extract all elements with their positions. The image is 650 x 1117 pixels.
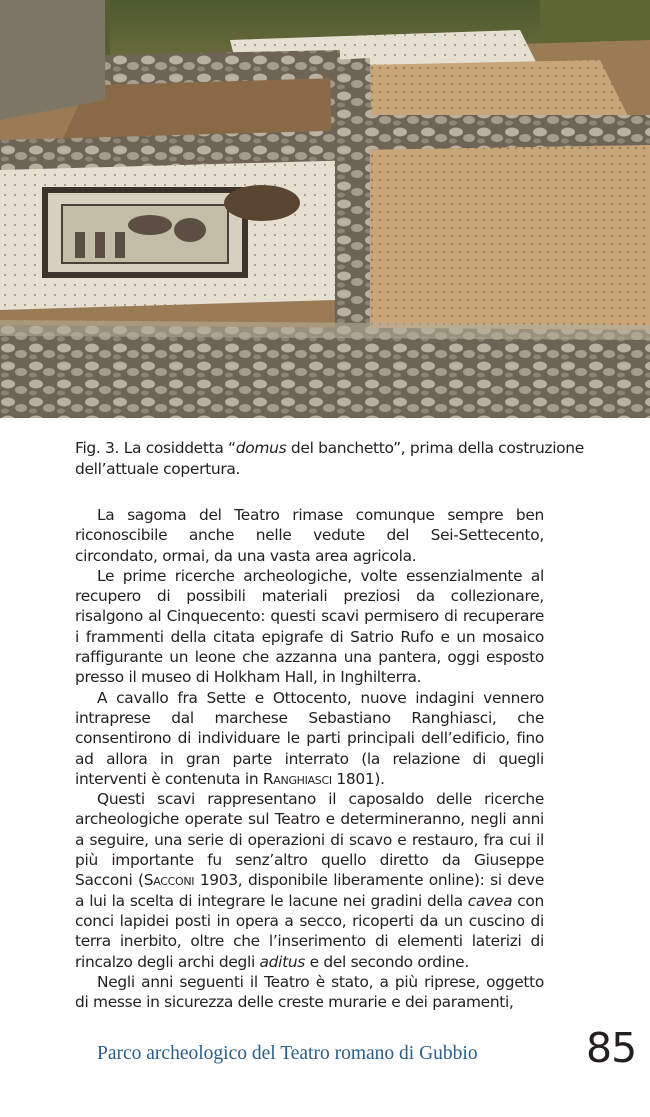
paragraph-1: La sagoma del Teatro rimase comunque sempre ben riconoscibile anche nelle vedute del Sei-Settecento, circondato, ormai, da una vasta area agricola.: [75, 506, 544, 565]
paragraph-4-text-a: Questi scavi rappresentano il caposaldo delle ricerche archeologiche operate sul Teatro e determineranno, negli anni a seguire, una serie di operazioni di scavo e restauro, fra cui il più importante fu senz’altro quello diretto da Giuseppe Sacconi (: [75, 790, 544, 890]
paragraph-4-text-b: 1903, disponibile liberamente online): si deve a lui la scelta di integrare le lacune nei gradini della: [75, 871, 544, 910]
citation-sacconi: Sacconi: [143, 871, 195, 890]
paragraph-3-text-b: 1801).: [331, 769, 385, 788]
term-cavea: cavea: [467, 891, 513, 910]
body-text: [75, 505, 544, 1012]
paragraph-3-text-a: A cavallo fra Sette e Ottocento, nuove indagini vennero intraprese dal marchese Sebastiano Ranghiasci, che consentirono di individuare le parti principali dell’edificio, fino ad allora in gran parte interrato (la relazione di quegli interventi è contenuta in: [75, 688, 544, 788]
paragraph-2: Le prime ricerche archeologiche, volte essenzialmente al recupero di possibili materiali preziosi da collezionare, risalgono al Cinquecento: questi scavi permisero di recuperare i frammenti della citata epigrafe di Satrio Rufo e un mosaico raffigurante un leone che azzanna una pantera, oggi esposto presso il museo di Holkham Hall, in Inghilterra.: [75, 566, 544, 687]
paragraph-4-text-d: e del secondo ordine.: [305, 952, 469, 971]
excavation-photo: [0, 0, 650, 418]
caption-prefix: Fig. 3. La cosiddetta “: [75, 439, 236, 457]
paragraph-5: Negli anni seguenti il Teatro è stato, a più riprese, oggetto di messe in sicurezza delle creste murarie e dei paramenti,: [75, 972, 544, 1012]
caption-suffix: del banchetto”, prima della costruzione dell’attuale copertura.: [75, 439, 584, 478]
page-number: 85: [586, 1024, 637, 1072]
paragraph-3: [75, 688, 544, 789]
running-footer-title: Parco archeologico del Teatro romano di Gubbio: [97, 1043, 478, 1064]
citation-ranghiasci: Ranghiasci: [262, 769, 332, 788]
term-aditus: aditus: [259, 952, 306, 971]
paragraph-4-text-c: con conci lapidei posti in opera a secco, ricoperti da un cuscino di terra inerbito, oltre che l’inserimento di elementi laterizi di rincalzo degli archi degli: [75, 891, 544, 971]
figure-caption: [75, 438, 635, 479]
paragraph-4: [75, 789, 544, 972]
caption-italic: domus: [235, 439, 287, 457]
